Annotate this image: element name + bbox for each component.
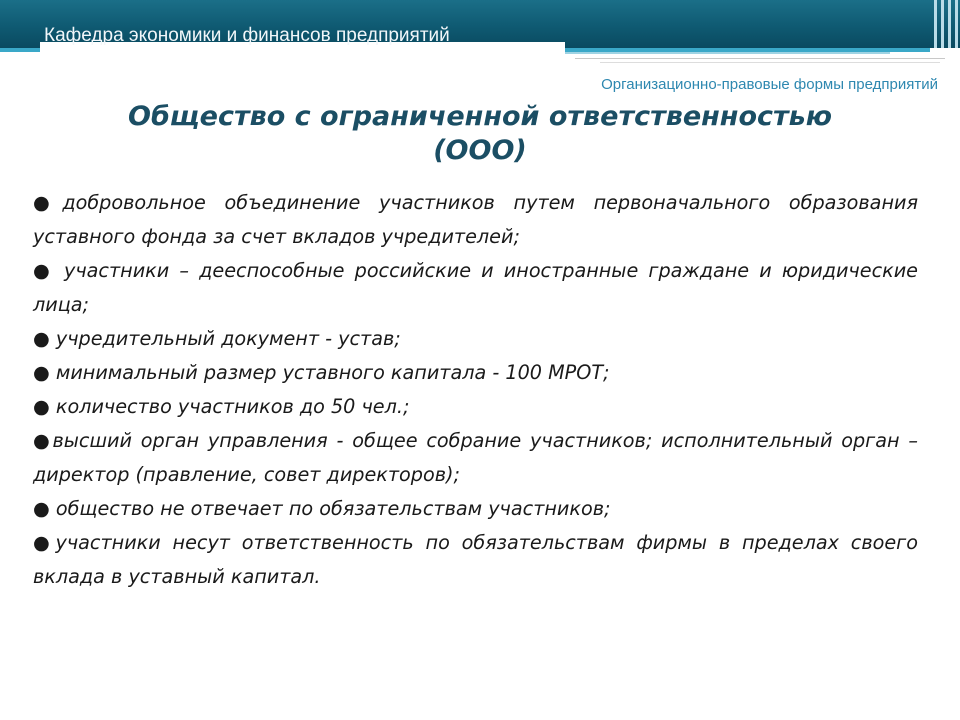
list-item bbox=[33, 186, 918, 254]
bullet-icon: ● bbox=[33, 361, 50, 384]
header-thin-line bbox=[575, 58, 945, 59]
department-title: Кафедра экономики и финансов предприятий bbox=[44, 25, 450, 45]
list-item-text: учредительный документ - устав; bbox=[49, 327, 401, 350]
list-item bbox=[33, 526, 918, 594]
list-item bbox=[33, 254, 918, 322]
bullet-icon: ● bbox=[33, 191, 63, 214]
list-item bbox=[33, 356, 918, 390]
list-item-text: участники несут ответственность по обязательствам фирмы в пределах своего вклада в уставный капитал. bbox=[33, 531, 918, 588]
bullet-icon: ● bbox=[33, 327, 50, 350]
list-item-text: количество участников до 50 чел.; bbox=[49, 395, 410, 418]
list-item-text: добровольное объединение участников путем первоначального образования уставного фонда за счет вкладов учредителей; bbox=[33, 191, 918, 248]
list-item bbox=[33, 390, 918, 424]
list-item-text: минимальный размер уставного капитала - 100 МРОТ; bbox=[49, 361, 610, 384]
bullet-icon: ● bbox=[33, 395, 50, 418]
slide-title-line1: Общество с ограниченной ответственностью bbox=[128, 101, 832, 132]
slide-subtitle: Организационно-правовые формы предприятий bbox=[601, 76, 938, 93]
bullet-list bbox=[33, 186, 918, 594]
list-item bbox=[33, 322, 918, 356]
header-thin-line-lower bbox=[600, 62, 940, 63]
list-item bbox=[33, 424, 918, 492]
list-item-text: высший орган управления - общее собрание участников; исполнительный орган – директор (правление, совет директоров); bbox=[33, 429, 918, 486]
bullet-icon: ● bbox=[33, 429, 53, 452]
list-item bbox=[33, 492, 918, 526]
bullet-icon: ● bbox=[33, 497, 50, 520]
bullet-icon: ● bbox=[33, 259, 54, 282]
header-light-stripe bbox=[565, 52, 890, 54]
bullet-icon: ● bbox=[33, 531, 56, 554]
slide-title-line2: (ООО) bbox=[433, 135, 527, 166]
list-item-text: общество не отвечает по обязательствам участников; bbox=[49, 497, 611, 520]
list-item-text: участники – дееспособные российские и иностранные граждане и юридические лица; bbox=[33, 259, 918, 316]
slide-title bbox=[20, 100, 940, 168]
header-side-bars bbox=[932, 0, 960, 48]
